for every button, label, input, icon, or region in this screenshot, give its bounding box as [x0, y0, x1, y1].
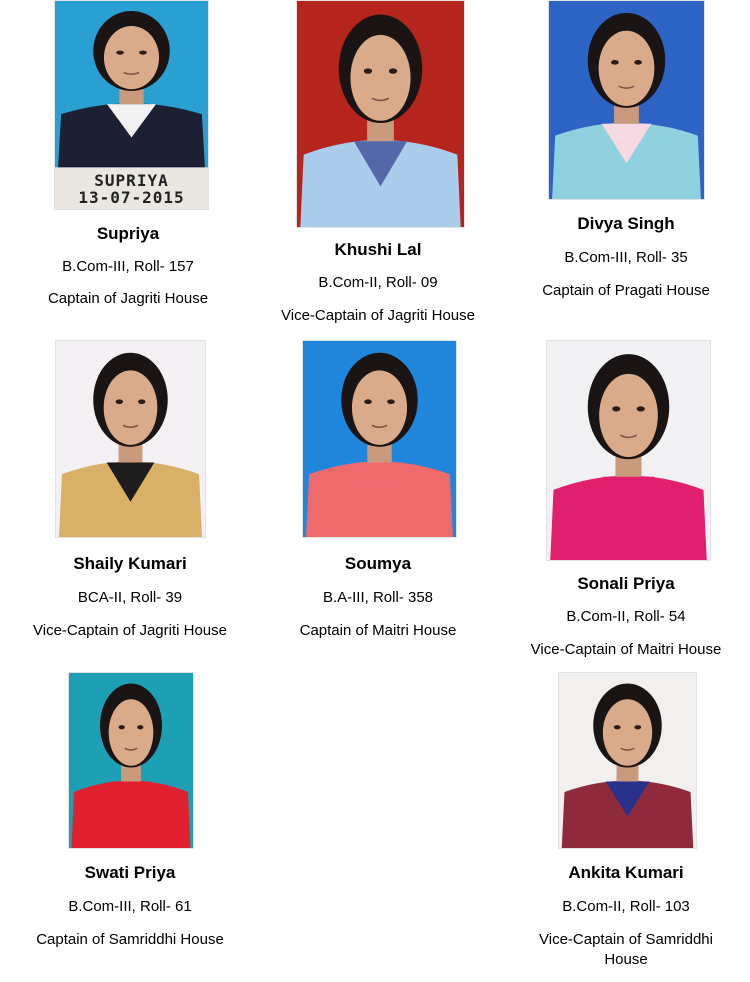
- member-photo: [302, 340, 457, 538]
- member-role: Vice-Captain of Samriddhi House: [539, 931, 713, 968]
- photo-eye: [387, 399, 395, 404]
- member-role: Vice-Captain of Jagriti House: [281, 307, 475, 324]
- photo-eye: [116, 399, 123, 404]
- photo-face: [104, 370, 158, 444]
- photo-eye: [137, 725, 143, 729]
- member-card: [278, 340, 478, 650]
- member-course: B.Com-II, Roll- 09: [318, 274, 438, 291]
- photo-eye: [634, 60, 642, 65]
- member-role: Vice-Captain of Jagriti House: [33, 622, 227, 639]
- member-name: Shaily Kumari: [73, 554, 187, 573]
- member-course: B.Com-III, Roll- 61: [68, 898, 192, 915]
- photo-eye: [364, 399, 372, 404]
- member-name: Khushi Lal: [334, 240, 422, 259]
- member-card: [28, 0, 228, 320]
- photo-eye: [612, 406, 620, 411]
- member-card: [268, 0, 488, 330]
- photo-face: [603, 699, 652, 766]
- member-course: BCA-II, Roll- 39: [77, 589, 183, 606]
- member-name: Ankita Kumari: [568, 863, 684, 882]
- member-name: Soumya: [344, 554, 412, 573]
- photo-stamp-name: SUPRIYA: [94, 171, 169, 190]
- photo-eye: [389, 68, 397, 73]
- photo-stamp-date: 13-07-2015: [78, 188, 185, 207]
- photo-eye: [611, 60, 619, 65]
- photo-eye: [637, 406, 645, 411]
- member-card: [526, 672, 726, 977]
- photo-eye: [364, 68, 372, 73]
- photo-face: [599, 31, 655, 106]
- member-photo: [296, 0, 465, 228]
- photo-eye: [614, 725, 621, 729]
- member-course: B.Com-III, Roll- 35: [564, 249, 688, 266]
- member-card: [516, 340, 736, 670]
- member-role: Vice-Captain of Maitri House: [530, 641, 722, 658]
- member-photo: [54, 0, 209, 210]
- member-name: Supriya: [96, 224, 160, 243]
- member-course: B.A-III, Roll- 358: [322, 589, 434, 606]
- photo-eye: [139, 51, 147, 55]
- member-photo: [68, 672, 194, 849]
- member-name: Divya Singh: [577, 214, 675, 233]
- photo-eye: [634, 725, 641, 729]
- member-role: Captain of Pragati House: [542, 282, 710, 299]
- member-card: [20, 672, 240, 962]
- photo-eye: [138, 399, 145, 404]
- photo-eye: [116, 51, 124, 55]
- photo-face: [599, 374, 658, 457]
- member-course: B.Com-II, Roll- 54: [566, 608, 686, 625]
- photo-eye: [119, 725, 125, 729]
- photo-face: [350, 35, 410, 121]
- member-role: Captain of Samriddhi House: [36, 931, 224, 948]
- member-name: Swati Priya: [84, 863, 176, 882]
- photo-face: [104, 26, 159, 89]
- member-photo: [55, 340, 206, 538]
- member-course: B.Com-II, Roll- 103: [562, 898, 690, 915]
- member-course: B.Com-III, Roll- 157: [62, 258, 194, 275]
- member-photo: [558, 672, 697, 849]
- member-photo: [546, 340, 711, 561]
- member-name: Sonali Priya: [577, 574, 675, 593]
- photo-face: [109, 699, 154, 766]
- member-photo: [548, 0, 705, 200]
- member-role: Captain of Jagriti House: [47, 290, 209, 307]
- member-card: [20, 340, 240, 650]
- member-card: [526, 0, 726, 310]
- member-role: Captain of Maitri House: [299, 622, 457, 639]
- photo-face: [352, 370, 407, 444]
